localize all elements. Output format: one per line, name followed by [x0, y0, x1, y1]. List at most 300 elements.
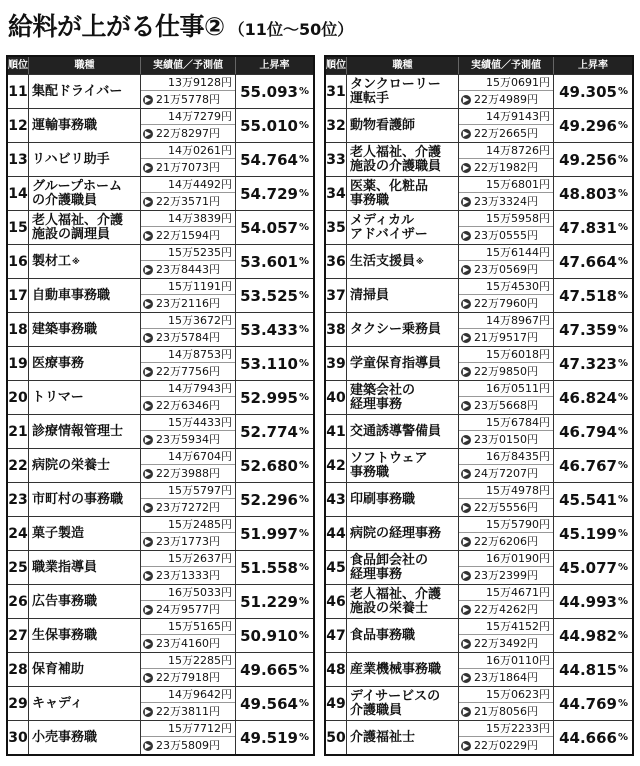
rate-cell [236, 279, 313, 312]
rate-value: 53.110 [240, 354, 298, 373]
forecast-line [141, 261, 235, 278]
forecast-value: 22万8297円 [156, 127, 220, 140]
actual-value: 15万4671円 [459, 585, 553, 601]
values-cell [141, 551, 236, 584]
job-name: 産業機械事務職 [350, 661, 442, 677]
rate-cell [554, 415, 632, 448]
table-row [326, 482, 632, 516]
rate-value: 47.359 [559, 320, 617, 339]
forecast-value: 22万4989円 [474, 93, 538, 106]
arrow-right-icon: ▶ [462, 366, 470, 376]
table-row [326, 516, 632, 550]
rank-cell: 39 [326, 347, 347, 380]
rate-value: 47.831 [559, 218, 617, 237]
values-cell [141, 211, 236, 244]
forecast-value: 21万8056円 [474, 705, 538, 718]
actual-value: 15万2637円 [141, 551, 235, 567]
percent-sign: % [617, 358, 628, 369]
values-cell [459, 109, 554, 142]
forecast-value: 24万7207円 [474, 467, 538, 480]
actual-value: 14万7279円 [141, 109, 235, 125]
actual-value: 16万5033円 [141, 585, 235, 601]
forecast-value: 22万6206円 [474, 535, 538, 548]
rate-cell [554, 483, 632, 516]
rank-cell: 23 [8, 483, 29, 516]
rate-value: 44.769 [559, 694, 617, 713]
rate-cell [554, 211, 632, 244]
table-row [326, 210, 632, 244]
forecast-line [459, 125, 553, 142]
rate-cell [236, 449, 313, 482]
values-cell [459, 585, 554, 618]
job-name: 病院の経理事務 [350, 525, 442, 541]
job-cell [347, 653, 459, 686]
forecast-line [459, 669, 553, 686]
forecast-line [459, 295, 553, 312]
rate-cell [554, 619, 632, 652]
values-cell [459, 143, 554, 176]
rate-cell [236, 653, 313, 686]
forecast-line [141, 363, 235, 380]
arrow-right-icon: ▶ [144, 434, 152, 444]
rate-value: 52.680 [240, 456, 298, 475]
percent-sign: % [298, 358, 309, 369]
rate-value: 51.997 [240, 524, 298, 543]
rate-cell [236, 585, 313, 618]
percent-sign: % [617, 86, 628, 97]
values-cell [141, 585, 236, 618]
forecast-line [459, 261, 553, 278]
rank-cell: 48 [326, 653, 347, 686]
values-cell [141, 619, 236, 652]
percent-sign: % [617, 324, 628, 335]
rank-cell: 26 [8, 585, 29, 618]
actual-value: 15万5790円 [459, 517, 553, 533]
rank-cell: 25 [8, 551, 29, 584]
values-cell [141, 381, 236, 414]
table-row [8, 312, 313, 346]
actual-value: 14万0261円 [141, 143, 235, 159]
table-row [8, 176, 313, 210]
actual-value: 16万0190円 [459, 551, 553, 567]
actual-value: 16万8435円 [459, 449, 553, 465]
rate-cell [554, 653, 632, 686]
rate-cell [236, 347, 313, 380]
actual-value: 14万9143円 [459, 109, 553, 125]
rank-cell: 11 [8, 75, 29, 108]
actual-value: 14万6704円 [141, 449, 235, 465]
job-cell [29, 653, 141, 686]
rank-cell: 18 [8, 313, 29, 346]
job-cell [29, 211, 141, 244]
header-rate: 上昇率 [259, 60, 290, 71]
rate-value: 45.199 [559, 524, 617, 543]
arrow-right-icon: ▶ [462, 94, 470, 104]
table-header [8, 57, 313, 74]
percent-sign: % [617, 596, 628, 607]
job-name: 広告事務職 [32, 593, 98, 609]
arrow-right-icon: ▶ [462, 400, 470, 410]
job-cell [347, 75, 459, 108]
table-row [326, 380, 632, 414]
percent-sign: % [617, 630, 628, 641]
forecast-line [141, 295, 235, 312]
rate-cell [236, 721, 313, 754]
arrow-right-icon: ▶ [144, 468, 152, 478]
header-rank: 順位 [8, 57, 29, 74]
forecast-value: 23万1333円 [156, 569, 220, 582]
forecast-value: 22万3988円 [156, 467, 220, 480]
rank-cell: 31 [326, 75, 347, 108]
rank-cell: 46 [326, 585, 347, 618]
forecast-value: 22万7918円 [156, 671, 220, 684]
rate-value: 44.815 [559, 660, 617, 679]
actual-value: 15万1191円 [141, 279, 235, 295]
rank-cell: 17 [8, 279, 29, 312]
percent-sign: % [298, 256, 309, 267]
actual-value: 16万0110円 [459, 653, 553, 669]
actual-value: 15万4433円 [141, 415, 235, 431]
job-cell [29, 483, 141, 516]
forecast-value: 23万1773円 [156, 535, 220, 548]
actual-value: 15万4152円 [459, 619, 553, 635]
job-name: 自動車事務職 [32, 287, 111, 303]
job-cell [29, 517, 141, 550]
ranking-table-right [324, 55, 634, 756]
actual-value: 15万5797円 [141, 483, 235, 499]
values-cell [459, 347, 554, 380]
values-cell [459, 313, 554, 346]
forecast-line [459, 91, 553, 108]
arrow-right-icon: ▶ [144, 570, 152, 580]
job-name: 清掃員 [350, 287, 390, 303]
arrow-right-icon: ▶ [144, 604, 152, 614]
job-cell [347, 279, 459, 312]
arrow-right-icon: ▶ [462, 706, 470, 716]
rate-cell [554, 347, 632, 380]
actual-value: 15万3672円 [141, 313, 235, 329]
arrow-right-icon: ▶ [144, 162, 152, 172]
rate-value: 54.729 [240, 184, 298, 203]
job-cell [29, 177, 141, 210]
table-row [8, 380, 313, 414]
job-name: キャディ [32, 695, 83, 711]
actual-value: 15万0623円 [459, 687, 553, 703]
rank-cell: 15 [8, 211, 29, 244]
job-cell [29, 619, 141, 652]
forecast-value: 23万2399円 [474, 569, 538, 582]
percent-sign: % [617, 154, 628, 165]
rank-cell: 41 [326, 415, 347, 448]
job-cell [347, 143, 459, 176]
rate-value: 53.601 [240, 252, 298, 271]
rank-cell: 42 [326, 449, 347, 482]
note-mark: ※ [416, 256, 424, 266]
table-row [8, 584, 313, 618]
job-cell [347, 177, 459, 210]
arrow-right-icon: ▶ [462, 230, 470, 240]
rank-cell: 43 [326, 483, 347, 516]
job-cell [347, 415, 459, 448]
forecast-line [141, 635, 235, 652]
arrow-right-icon: ▶ [144, 196, 152, 206]
job-name: 集配ドライバー [32, 83, 123, 99]
job-cell [29, 245, 141, 278]
job-cell [29, 313, 141, 346]
rate-cell [236, 517, 313, 550]
forecast-line [141, 125, 235, 142]
arrow-right-icon: ▶ [144, 638, 152, 648]
forecast-line [459, 329, 553, 346]
forecast-value: 23万5934円 [156, 433, 220, 446]
job-name: 食品事務職 [350, 627, 416, 643]
job-name: 食品卸会社の 経理事務 [350, 552, 429, 582]
rate-value: 48.803 [559, 184, 617, 203]
forecast-value: 24万9577円 [156, 603, 220, 616]
values-cell [459, 381, 554, 414]
values-cell [141, 483, 236, 516]
forecast-value: 22万5556円 [474, 501, 538, 514]
job-cell [347, 245, 459, 278]
table-row [326, 414, 632, 448]
arrow-right-icon: ▶ [462, 128, 470, 138]
forecast-line [459, 533, 553, 550]
job-name: 職業指導員 [32, 559, 98, 575]
forecast-line [141, 703, 235, 720]
table-row [8, 482, 313, 516]
rate-cell [554, 177, 632, 210]
table-body [8, 74, 313, 754]
rank-cell: 20 [8, 381, 29, 414]
arrow-right-icon: ▶ [462, 434, 470, 444]
rate-value: 49.305 [559, 82, 617, 101]
arrow-right-icon: ▶ [144, 502, 152, 512]
percent-sign: % [298, 392, 309, 403]
arrow-right-icon: ▶ [144, 128, 152, 138]
arrow-right-icon: ▶ [144, 264, 152, 274]
percent-sign: % [617, 256, 628, 267]
table-row [326, 652, 632, 686]
forecast-line [459, 499, 553, 516]
arrow-right-icon: ▶ [144, 400, 152, 410]
rate-value: 53.525 [240, 286, 298, 305]
values-cell [141, 415, 236, 448]
forecast-line [141, 397, 235, 414]
forecast-line [141, 159, 235, 176]
job-cell [347, 313, 459, 346]
table-row [326, 346, 632, 380]
arrow-right-icon: ▶ [144, 94, 152, 104]
forecast-line [141, 227, 235, 244]
values-cell [459, 483, 554, 516]
rate-cell [236, 619, 313, 652]
arrow-right-icon: ▶ [462, 536, 470, 546]
table-row [8, 686, 313, 720]
job-cell [347, 721, 459, 754]
arrow-right-icon: ▶ [462, 468, 470, 478]
job-cell [29, 721, 141, 754]
rank-cell: 47 [326, 619, 347, 652]
rate-cell [236, 483, 313, 516]
job-name: 保育補助 [32, 661, 85, 677]
table-row [326, 244, 632, 278]
table-row [8, 142, 313, 176]
forecast-line [459, 601, 553, 618]
job-cell [29, 415, 141, 448]
values-cell [141, 177, 236, 210]
job-cell [29, 449, 141, 482]
forecast-value: 23万5809円 [156, 739, 220, 752]
percent-sign: % [298, 698, 309, 709]
job-name: 菓子製造 [32, 525, 85, 541]
forecast-value: 23万1864円 [474, 671, 538, 684]
rate-cell [236, 109, 313, 142]
actual-value: 15万6144円 [459, 245, 553, 261]
arrow-right-icon: ▶ [462, 570, 470, 580]
forecast-line [141, 91, 235, 108]
values-cell [459, 721, 554, 754]
actual-value: 15万4978円 [459, 483, 553, 499]
job-name: タンクローリー 運転手 [350, 76, 441, 106]
values-cell [141, 313, 236, 346]
rank-cell: 24 [8, 517, 29, 550]
percent-sign: % [617, 426, 628, 437]
forecast-line [459, 635, 553, 652]
job-name: 運輸事務職 [32, 117, 98, 133]
forecast-line [459, 737, 553, 754]
table-row [8, 210, 313, 244]
job-cell [347, 109, 459, 142]
table-row [8, 618, 313, 652]
forecast-value: 22万7756円 [156, 365, 220, 378]
job-cell [29, 381, 141, 414]
rank-cell: 32 [326, 109, 347, 142]
rate-cell [554, 585, 632, 618]
percent-sign: % [298, 596, 309, 607]
values-cell [141, 449, 236, 482]
actual-value: 13万9128円 [141, 75, 235, 91]
forecast-line [141, 737, 235, 754]
header-rank: 順位 [326, 57, 347, 74]
percent-sign: % [617, 120, 628, 131]
rank-cell: 37 [326, 279, 347, 312]
arrow-right-icon: ▶ [144, 672, 152, 682]
rate-value: 46.824 [559, 388, 617, 407]
job-name: タクシー乗務員 [350, 321, 442, 337]
forecast-value: 22万6346円 [156, 399, 220, 412]
forecast-value: 22万7960円 [474, 297, 538, 310]
rank-cell: 21 [8, 415, 29, 448]
actual-value: 15万7712円 [141, 721, 235, 737]
rank-cell: 27 [8, 619, 29, 652]
rate-value: 49.665 [240, 660, 298, 679]
actual-value: 14万4492円 [141, 177, 235, 193]
percent-sign: % [617, 222, 628, 233]
job-name: メディカル アドバイザー [350, 212, 428, 242]
table-row [326, 448, 632, 482]
actual-value: 15万2485円 [141, 517, 235, 533]
table-row [326, 74, 632, 108]
job-name: 印刷事務職 [350, 491, 416, 507]
values-cell [141, 245, 236, 278]
values-cell [459, 279, 554, 312]
actual-value: 14万8967円 [459, 313, 553, 329]
rank-cell: 50 [326, 721, 347, 754]
rate-cell [554, 75, 632, 108]
forecast-line [141, 329, 235, 346]
job-cell [347, 347, 459, 380]
rate-value: 46.794 [559, 422, 617, 441]
rate-value: 44.982 [559, 626, 617, 645]
arrow-right-icon: ▶ [462, 162, 470, 172]
job-name: 製材工 [32, 253, 72, 269]
values-cell [141, 109, 236, 142]
values-cell [459, 75, 554, 108]
rate-value: 44.993 [559, 592, 617, 611]
rate-cell [236, 75, 313, 108]
forecast-line [459, 431, 553, 448]
forecast-value: 23万2116円 [156, 297, 220, 310]
table-body [326, 74, 632, 754]
arrow-right-icon: ▶ [144, 298, 152, 308]
rate-cell [554, 551, 632, 584]
percent-sign: % [298, 426, 309, 437]
job-name: 建築事務職 [32, 321, 98, 337]
values-cell [141, 687, 236, 720]
rate-value: 47.664 [559, 252, 617, 271]
job-cell [29, 687, 141, 720]
rate-value: 47.323 [559, 354, 617, 373]
job-cell [347, 483, 459, 516]
rate-cell [554, 721, 632, 754]
arrow-right-icon: ▶ [462, 502, 470, 512]
rank-cell: 44 [326, 517, 347, 550]
job-name: 動物看護師 [350, 117, 416, 133]
rate-value: 52.774 [240, 422, 298, 441]
arrow-right-icon: ▶ [144, 230, 152, 240]
rate-value: 53.433 [240, 320, 298, 339]
header-job: 職種 [29, 57, 141, 74]
rate-cell [554, 279, 632, 312]
forecast-value: 22万0229円 [474, 739, 538, 752]
job-name: 生保事務職 [32, 627, 98, 643]
job-name: グループホーム の介護職員 [32, 178, 122, 208]
forecast-line [141, 533, 235, 550]
table-row [326, 720, 632, 754]
forecast-value: 22万1982円 [474, 161, 538, 174]
rate-value: 47.518 [559, 286, 617, 305]
forecast-value: 22万3571円 [156, 195, 220, 208]
actual-value: 14万8726円 [459, 143, 553, 159]
actual-value: 15万0691円 [459, 75, 553, 91]
rate-value: 54.057 [240, 218, 298, 237]
rate-value: 55.093 [240, 82, 298, 101]
percent-sign: % [617, 664, 628, 675]
job-cell [347, 449, 459, 482]
actual-value: 14万9642円 [141, 687, 235, 703]
rank-cell: 49 [326, 687, 347, 720]
actual-value: 16万0511円 [459, 381, 553, 397]
rate-value: 51.558 [240, 558, 298, 577]
percent-sign: % [298, 732, 309, 743]
table-row [8, 278, 313, 312]
job-name: リハビリ助手 [32, 151, 110, 167]
table-row [326, 108, 632, 142]
forecast-line [459, 703, 553, 720]
forecast-value: 21万7073円 [156, 161, 220, 174]
rank-cell: 40 [326, 381, 347, 414]
job-cell [29, 347, 141, 380]
